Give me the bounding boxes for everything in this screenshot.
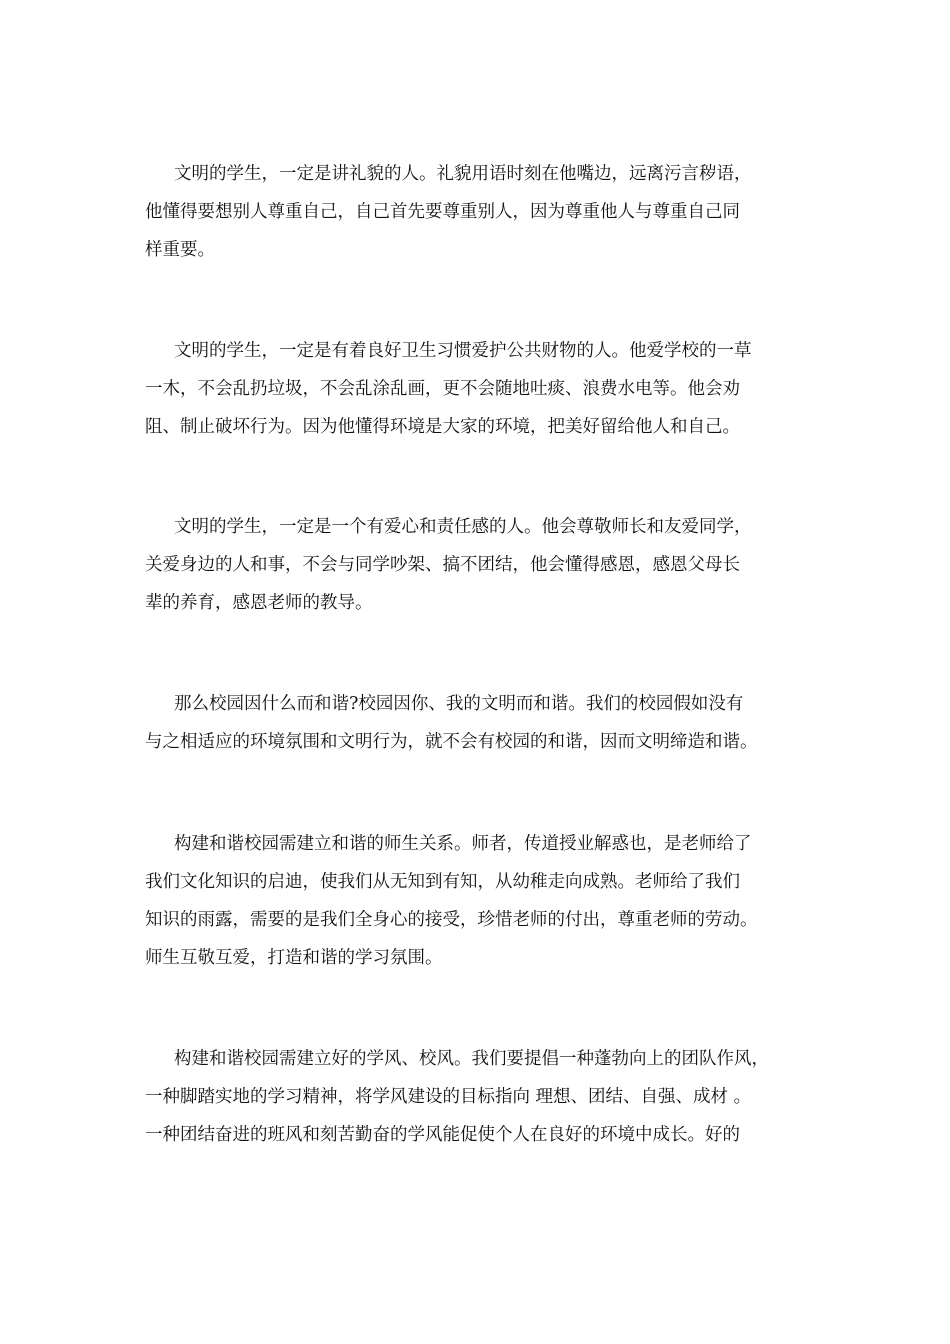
paragraph-line: 知识的雨露，需要的是我们全身心的接受，珍惜老师的付出，尊重老师的劳动。: [145, 910, 758, 930]
paragraph-1: [145, 155, 835, 269]
paragraph-line: 他懂得要想别人尊重自己，自己首先要尊重别人，因为尊重他人与尊重自己同: [145, 202, 740, 222]
paragraph-line: 与之相适应的环境氛围和文明行为，就不会有校园的和谐，因而文明缔造和谐。: [145, 732, 758, 752]
paragraph-line: 师生互敬互爱，打造和谐的学习氛围。: [145, 948, 443, 968]
paragraph-6: [145, 1040, 835, 1154]
paragraph-line: 构建和谐校园需建立和谐的师生关系。师者，传道授业解惑也，是老师给了: [174, 834, 752, 854]
paragraph-line: 文明的学生，一定是讲礼貌的人。礼貌用语时刻在他嘴边，远离污言秽语，: [174, 164, 752, 184]
paragraph-line: 阻、制止破坏行为。因为他懂得环境是大家的环境，把美好留给他人和自己。: [145, 417, 740, 437]
paragraph-line: 那么校园因什么而和谐?校园因你、我的文明而和谐。我们的校园假如没有: [174, 694, 744, 714]
paragraph-2: [145, 332, 835, 446]
paragraph-line: 一木，不会乱扔垃圾，不会乱涂乱画，更不会随地吐痰、浪费水电等。他会劝: [145, 379, 740, 399]
paragraph-line: 一种团结奋进的班风和刻苦勤奋的学风能促使个人在良好的环境中成长。好的: [145, 1125, 740, 1145]
paragraph-line: 文明的学生，一定是有着良好卫生习惯爱护公共财物的人。他爱学校的一草: [174, 341, 752, 361]
paragraph-line: 样重要。: [145, 240, 215, 260]
paragraph-line: 一种脚踏实地的学习精神，将学风建设的目标指向 理想、团结、自强、成材 。: [145, 1087, 752, 1107]
paragraph-line: 辈的养育，感恩老师的教导。: [145, 593, 373, 613]
paragraph-3: [145, 508, 835, 622]
paragraph-line: 关爱身边的人和事，不会与同学吵架、搞不团结，他会懂得感恩，感恩父母长: [145, 555, 740, 575]
paragraph-line: 我们文化知识的启迪，使我们从无知到有知，从幼稚走向成熟。老师给了我们: [145, 872, 740, 892]
paragraph-4: [145, 685, 835, 761]
paragraph-5: [145, 825, 835, 977]
paragraph-line: 构建和谐校园需建立好的学风、校风。我们要提倡一种蓬勃向上的团队作风，: [174, 1049, 769, 1069]
paragraph-line: 文明的学生，一定是一个有爱心和责任感的人。他会尊敬师长和友爱同学，: [174, 517, 752, 537]
